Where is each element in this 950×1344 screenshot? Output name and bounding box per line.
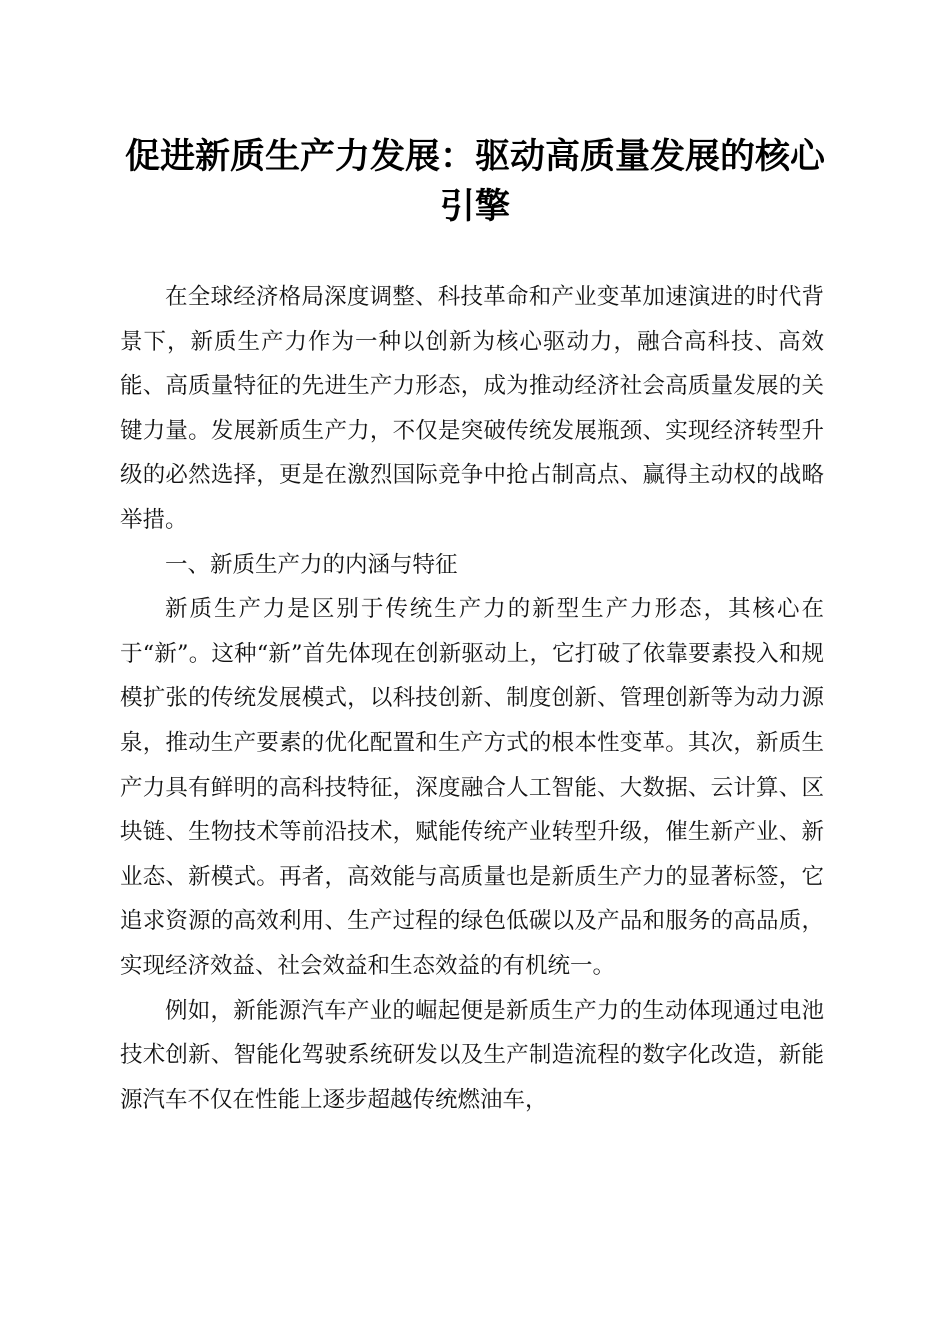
section-heading: 一、新质生产力的内涵与特征 [165, 551, 458, 578]
section-paragraph-1: 新质生产力是区别于传统生产力的新型生产力形态，其核心在于“新”。这种“新”首先体现在创新驱动上，它打破了依靠要素投入和规模扩张的传统发展模式，以科技创新、制度创新、管理创新等为动力源泉，推动生产要素的优化配置和生产方式的根本性变革。其次，新质生产力具有鲜明的高科技特征，深度融合人工智能、大数据、云计算、区块链、生物技术等前沿技术，赋能传统产业转型升级，催生新产业、新业态、新模式。再者，高效能与高质量也是新质生产力的显著标签，它追求资源的高效利用、生产过程的绿色低碳以及产品和服务的高品质，实现经济效益、社会效益和生态效益的有机统一。 [120, 596, 824, 979]
intro-paragraph: 在全球经济格局深度调整、科技革命和产业变革加速演进的时代背景下，新质生产力作为一种以创新为核心驱动力，融合高科技、高效能、高质量特征的先进生产力形态，成为推动经济社会高质量发展的关键力量。发展新质生产力，不仅是突破传统发展瓶颈、实现经济转型升级的必然选择，更是在激烈国际竞争中抢占制高点、赢得主动权的战略举措。 [120, 284, 824, 533]
section-paragraph-2: 例如，新能源汽车产业的崛起便是新质生产力的生动体现通过电池技术创新、智能化驾驶系统研发以及生产制造流程的数字化改造，新能源汽车不仅在性能上逐步超越传统燃油车， [120, 997, 824, 1113]
document-body [120, 275, 824, 1122]
document-title: 促进新质生产力发展：驱动高质量发展的核心引擎 [124, 136, 825, 227]
